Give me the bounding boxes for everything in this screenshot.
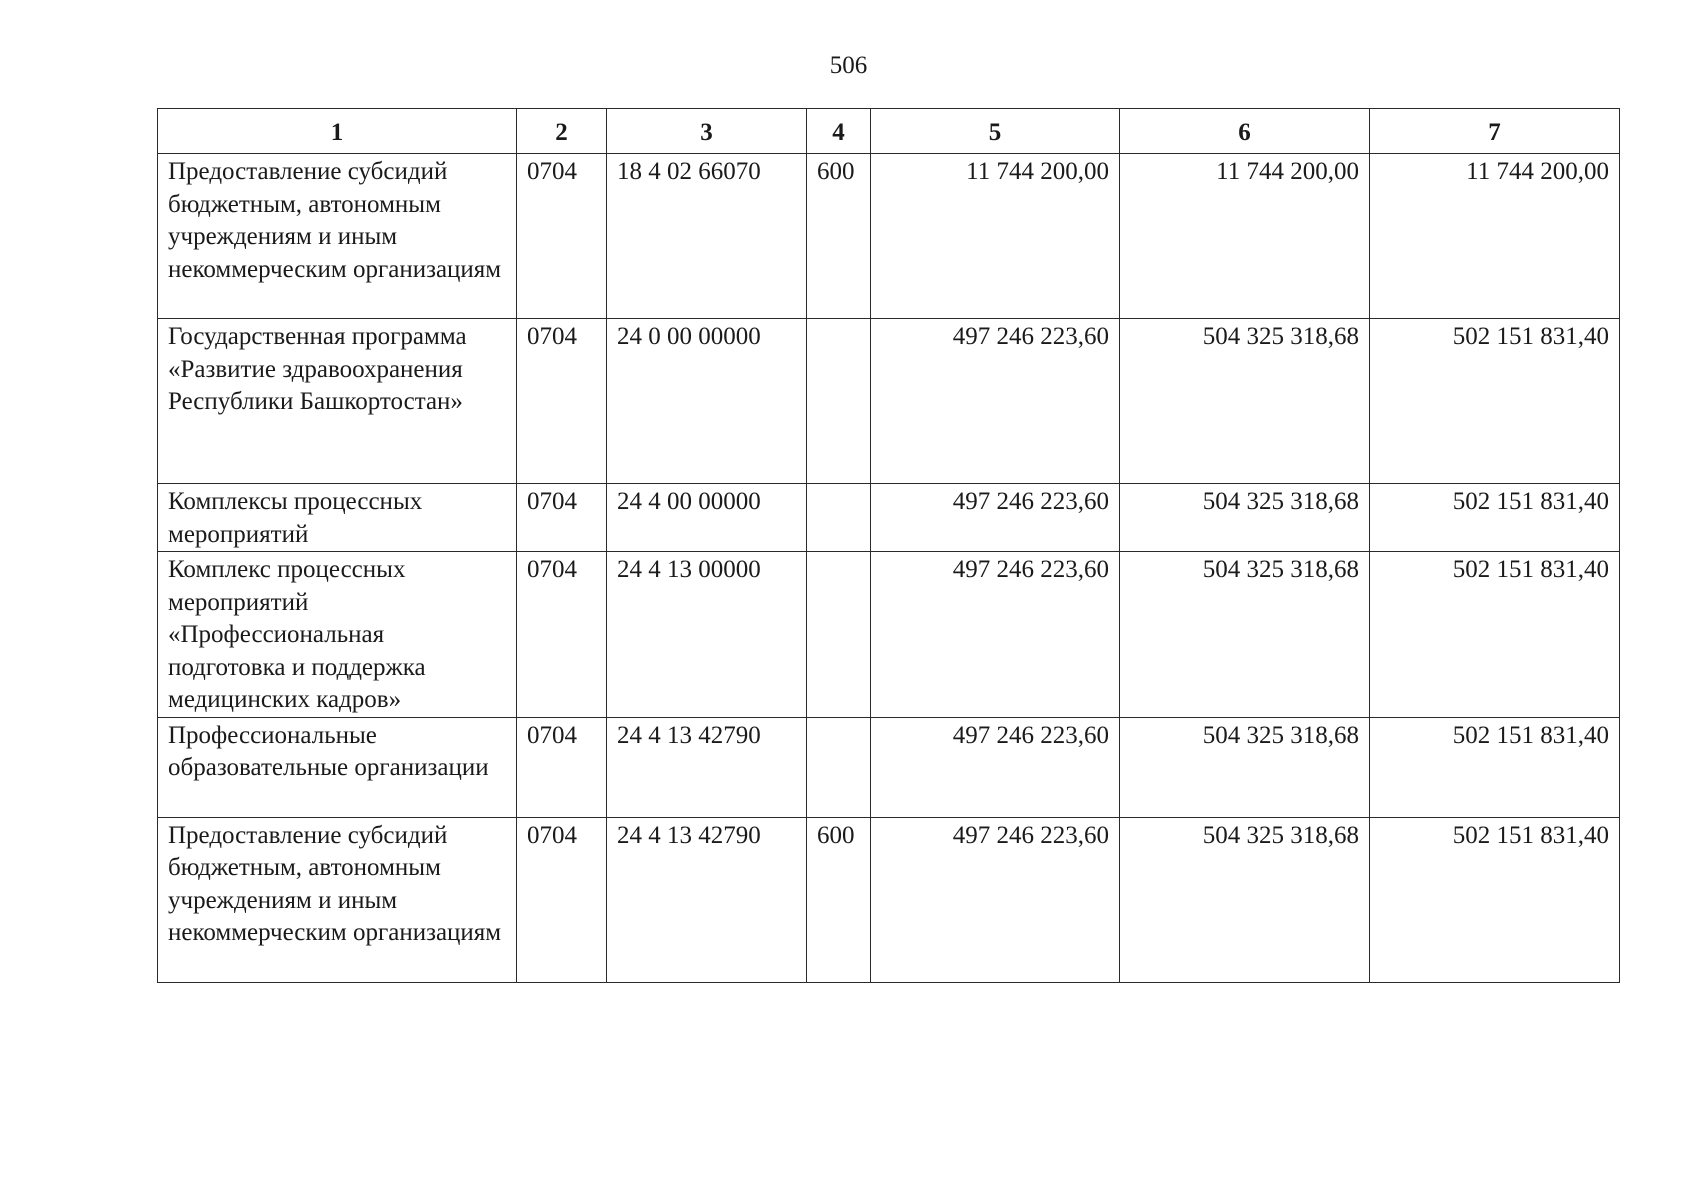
row-amount-2: 504 325 318,68 — [1120, 717, 1370, 817]
column-header-3: 3 — [607, 109, 807, 154]
row-name: Комплексы процессных мероприятий — [158, 484, 517, 552]
column-header-7: 7 — [1370, 109, 1620, 154]
row-section-code: 0704 — [517, 817, 607, 982]
row-amount-3: 502 151 831,40 — [1370, 817, 1620, 982]
row-amount-2: 504 325 318,68 — [1120, 817, 1370, 982]
row-name: Предоставление субсидий бюджетным, автономным учреждениям и иным некоммерческим организациям — [158, 817, 517, 982]
row-amount-1: 497 246 223,60 — [871, 319, 1120, 484]
row-target-code: 24 0 00 00000 — [607, 319, 807, 484]
row-name: Предоставление субсидий бюджетным, автономным учреждениям и иным некоммерческим организациям — [158, 154, 517, 319]
row-expense-type: 600 — [807, 154, 871, 319]
row-expense-type: 600 — [807, 817, 871, 982]
row-target-code: 24 4 00 00000 — [607, 484, 807, 552]
column-header-2: 2 — [517, 109, 607, 154]
column-header-5: 5 — [871, 109, 1120, 154]
table-row — [158, 817, 1620, 982]
row-target-code: 18 4 02 66070 — [607, 154, 807, 319]
row-amount-1: 497 246 223,60 — [871, 552, 1120, 718]
row-amount-2: 11 744 200,00 — [1120, 154, 1370, 319]
budget-table — [157, 108, 1620, 983]
column-header-4: 4 — [807, 109, 871, 154]
table-row — [158, 552, 1620, 718]
row-section-code: 0704 — [517, 319, 607, 484]
row-amount-3: 502 151 831,40 — [1370, 552, 1620, 718]
table-row — [158, 484, 1620, 552]
row-target-code: 24 4 13 00000 — [607, 552, 807, 718]
table-row — [158, 717, 1620, 817]
table-row — [158, 319, 1620, 484]
row-target-code: 24 4 13 42790 — [607, 817, 807, 982]
row-section-code: 0704 — [517, 717, 607, 817]
row-amount-1: 11 744 200,00 — [871, 154, 1120, 319]
row-amount-2: 504 325 318,68 — [1120, 319, 1370, 484]
row-expense-type — [807, 717, 871, 817]
row-name: Комплекс процессных мероприятий «Профессиональная подготовка и поддержка медицинских кадров» — [158, 552, 517, 718]
row-section-code: 0704 — [517, 484, 607, 552]
page-number: 506 — [829, 52, 868, 79]
row-amount-1: 497 246 223,60 — [871, 817, 1120, 982]
row-name: Профессиональные образовательные организации — [158, 717, 517, 817]
column-header-6: 6 — [1120, 109, 1370, 154]
header-row — [158, 109, 1620, 154]
row-target-code: 24 4 13 42790 — [607, 717, 807, 817]
row-expense-type — [807, 319, 871, 484]
row-amount-3: 502 151 831,40 — [1370, 717, 1620, 817]
row-amount-2: 504 325 318,68 — [1120, 484, 1370, 552]
row-amount-3: 11 744 200,00 — [1370, 154, 1620, 319]
row-amount-1: 497 246 223,60 — [871, 484, 1120, 552]
row-amount-3: 502 151 831,40 — [1370, 484, 1620, 552]
row-expense-type — [807, 552, 871, 718]
row-amount-3: 502 151 831,40 — [1370, 319, 1620, 484]
row-name: Государственная программа «Развитие здравоохранения Республики Башкортостан» — [158, 319, 517, 484]
row-section-code: 0704 — [517, 552, 607, 718]
column-header-1: 1 — [158, 109, 517, 154]
row-amount-2: 504 325 318,68 — [1120, 552, 1370, 718]
row-expense-type — [807, 484, 871, 552]
row-section-code: 0704 — [517, 154, 607, 319]
row-amount-1: 497 246 223,60 — [871, 717, 1120, 817]
table-row — [158, 154, 1620, 319]
